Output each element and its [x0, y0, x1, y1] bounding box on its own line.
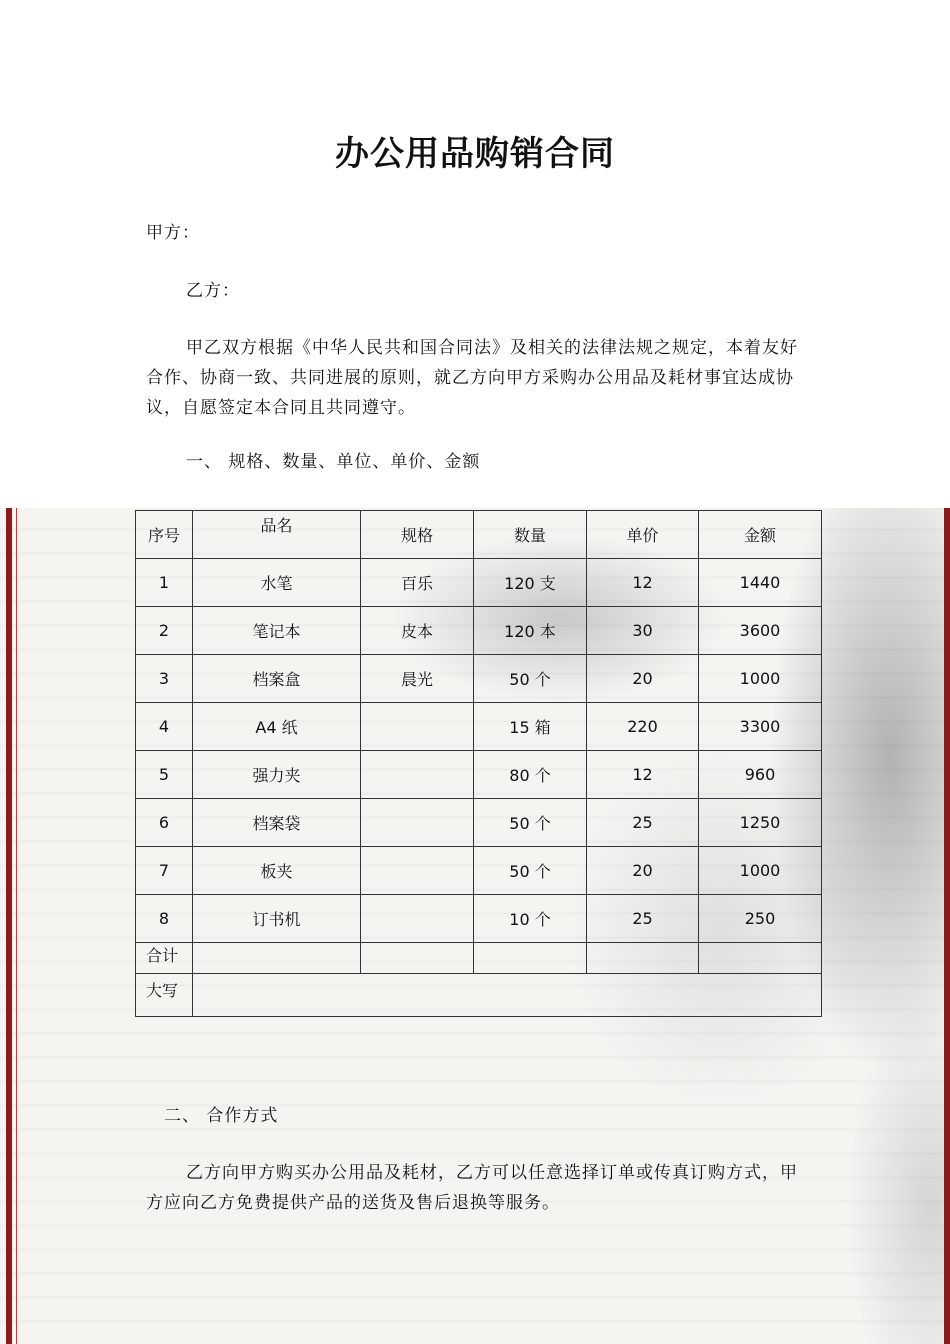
total-label: 合计 — [136, 943, 193, 974]
section-1-heading: 一、 规格、数量、单位、单价、金额 — [186, 452, 481, 472]
cell-item: 笔记本 — [193, 607, 361, 655]
table-total-row — [136, 943, 822, 974]
cell-qty: 80 个 — [474, 751, 587, 799]
cell-price: 20 — [587, 847, 699, 895]
cell-index: 1 — [136, 559, 193, 607]
header-cell: 序号 — [136, 511, 193, 559]
cell-index: 3 — [136, 655, 193, 703]
cell-index: 8 — [136, 895, 193, 943]
cell-price: 25 — [587, 799, 699, 847]
cell-price: 25 — [587, 895, 699, 943]
table-row — [136, 607, 822, 655]
cell-price: 12 — [587, 559, 699, 607]
header-cell: 品名 — [193, 511, 361, 559]
header-cell: 金额 — [699, 511, 822, 559]
section-2-paragraph: 乙方向甲方购买办公用品及耗材，乙方可以任意选择订单或传真订购方式，甲方应向乙方免费提供产品的送货及售后退换等服务。 — [146, 1163, 798, 1213]
cell-spec — [361, 847, 474, 895]
cell-spec: 百乐 — [361, 559, 474, 607]
cell-amount: 1000 — [699, 655, 822, 703]
cell-price: 30 — [587, 607, 699, 655]
cell-amount: 1250 — [699, 799, 822, 847]
header-cell: 规格 — [361, 511, 474, 559]
cell-price: 220 — [587, 703, 699, 751]
total-empty-cell — [193, 943, 361, 974]
cell-item: 板夹 — [193, 847, 361, 895]
cell-amount: 960 — [699, 751, 822, 799]
total-empty-cell — [587, 943, 699, 974]
capital-empty-cell — [193, 974, 822, 1017]
cell-index: 2 — [136, 607, 193, 655]
cell-price: 12 — [587, 751, 699, 799]
left-border-line — [16, 508, 17, 1344]
cell-qty: 15 箱 — [474, 703, 587, 751]
party-b-label: 乙方： — [186, 281, 240, 301]
cell-item: 水笔 — [193, 559, 361, 607]
cell-index: 7 — [136, 847, 193, 895]
cell-qty: 120 本 — [474, 607, 587, 655]
table-row — [136, 799, 822, 847]
left-border-decoration — [6, 508, 12, 1344]
total-empty-cell — [474, 943, 587, 974]
capital-label: 大写 — [136, 974, 193, 1017]
cell-price: 20 — [587, 655, 699, 703]
cell-spec — [361, 751, 474, 799]
cell-spec — [361, 895, 474, 943]
cell-index: 4 — [136, 703, 193, 751]
document-title: 办公用品购销合同 — [335, 134, 615, 174]
cell-item: 档案袋 — [193, 799, 361, 847]
table-row — [136, 559, 822, 607]
cell-spec — [361, 703, 474, 751]
cell-qty: 50 个 — [474, 655, 587, 703]
cell-index: 6 — [136, 799, 193, 847]
cell-spec — [361, 799, 474, 847]
cell-amount: 3300 — [699, 703, 822, 751]
right-border-decoration — [944, 508, 950, 1344]
header-cell: 单价 — [587, 511, 699, 559]
table-capital-row — [136, 974, 822, 1017]
cell-item: 订书机 — [193, 895, 361, 943]
table-row — [136, 751, 822, 799]
cell-qty: 50 个 — [474, 847, 587, 895]
cell-amount: 3600 — [699, 607, 822, 655]
cell-item: 档案盒 — [193, 655, 361, 703]
cell-qty: 50 个 — [474, 799, 587, 847]
header-cell: 数量 — [474, 511, 587, 559]
table-row — [136, 703, 822, 751]
cell-qty: 120 支 — [474, 559, 587, 607]
cell-amount: 1000 — [699, 847, 822, 895]
cell-spec: 皮本 — [361, 607, 474, 655]
intro-paragraph: 甲乙双方根据《中华人民共和国合同法》及相关的法律法规之规定，本着友好合作、协商一致、共同进展的原则，就乙方向甲方采购办公用品及耗材事宜达成协议，自愿签定本合同且共同遵守。 — [146, 338, 798, 418]
items-table — [135, 510, 822, 1017]
cell-item: 强力夹 — [193, 751, 361, 799]
table-row — [136, 847, 822, 895]
cell-qty: 10 个 — [474, 895, 587, 943]
cell-index: 5 — [136, 751, 193, 799]
table-header-row — [136, 511, 822, 559]
cell-amount: 250 — [699, 895, 822, 943]
party-a-label: 甲方： — [146, 223, 200, 243]
table-row — [136, 655, 822, 703]
total-empty-cell — [361, 943, 474, 974]
total-empty-cell — [699, 943, 822, 974]
section-2-heading: 二、 合作方式 — [164, 1106, 279, 1126]
cell-amount: 1440 — [699, 559, 822, 607]
table-row — [136, 895, 822, 943]
cell-spec: 晨光 — [361, 655, 474, 703]
cell-item: A4 纸 — [193, 703, 361, 751]
